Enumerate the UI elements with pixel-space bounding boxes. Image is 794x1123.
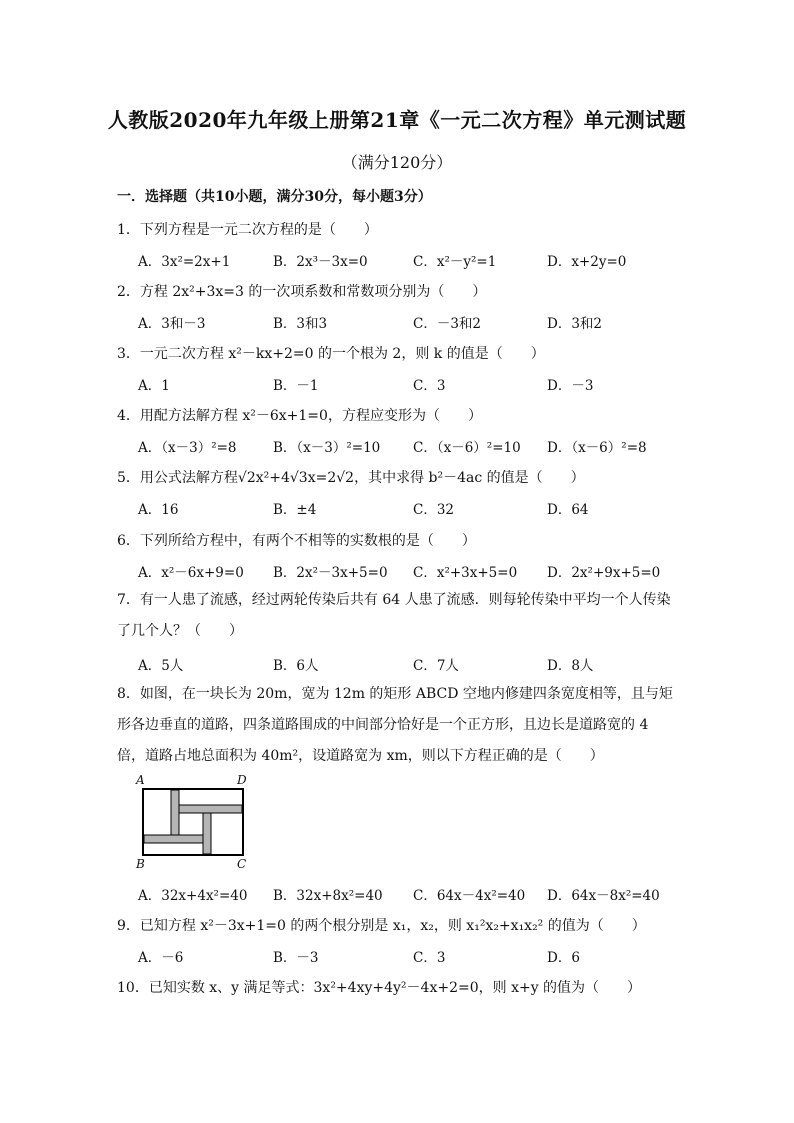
q1-option-d[interactable]: D．x+2y=0: [547, 254, 627, 270]
road-horizontal-bottom: [144, 835, 203, 843]
q7-option-c[interactable]: C．7人: [413, 658, 459, 674]
question-6: 6．下列所给方程中，有两个不相等的实数根的是（ ）: [117, 533, 476, 549]
q4-option-b[interactable]: B．（x－3）²=10: [273, 440, 381, 456]
q2-option-a[interactable]: A．3和－3: [138, 316, 206, 332]
road-vertical-left: [171, 790, 179, 835]
question-5: 5．用公式法解方程√2x²+4√3x=2√2，其中求得 b²－4ac 的值是（ ）: [117, 470, 585, 486]
vertex-label-a: A: [136, 773, 145, 787]
q2-option-d[interactable]: D．3和2: [547, 316, 603, 332]
q3-option-a[interactable]: A．1: [138, 378, 170, 394]
q6-option-a[interactable]: A．x²－6x+9=0: [138, 565, 244, 581]
vertex-label-b: B: [136, 857, 145, 871]
q3-option-b[interactable]: B．－1: [273, 378, 319, 394]
q7-option-d[interactable]: D．8人: [547, 658, 594, 674]
q4-option-c[interactable]: C．（x－6）²=10: [413, 440, 521, 456]
q2-option-c[interactable]: C．－3和2: [413, 316, 482, 332]
question-9: 9．已知方程 x²－3x+1=0 的两个根分别是 x₁，x₂，则 x₁²x₂+x₁x₂² 的值为（ ）: [117, 918, 646, 934]
q5-option-d[interactable]: D．64: [547, 502, 589, 518]
q1-option-a[interactable]: A．3x²=2x+1: [138, 254, 231, 270]
q6-option-c[interactable]: C．x²+3x+5=0: [413, 565, 518, 581]
document-title: 人教版2020年九年级上册第21章《一元二次方程》单元测试题: [107, 108, 687, 132]
q5-option-b[interactable]: B．±4: [273, 502, 317, 518]
question-4: 4．用配方法解方程 x²－6x+1=0，方程应变形为（ ）: [117, 408, 482, 424]
question-3: 3．一元二次方程 x²－kx+2=0 的一个根为 2，则 k 的值是（ ）: [117, 346, 545, 362]
question-2: 2．方程 2x²+3x=3 的一次项系数和常数项分别为（ ）: [117, 284, 487, 300]
q7-option-a[interactable]: A．5人: [138, 658, 184, 674]
vertex-label-c: C: [237, 857, 247, 871]
q8-option-b[interactable]: B．32x+8x²=40: [273, 888, 383, 904]
score-note: （满分120分）: [341, 153, 453, 172]
q3-option-d[interactable]: D．－3: [547, 378, 594, 394]
q4-option-a[interactable]: A．（x－3）²=8: [138, 440, 237, 456]
q1-option-c[interactable]: C．x²－y²=1: [413, 254, 497, 270]
road-horizontal-top: [179, 805, 242, 813]
q2-option-b[interactable]: B．3和3: [273, 316, 328, 332]
question-1: 1．下列方程是一元二次方程的是（ ）: [117, 222, 378, 238]
question-8: 8．如图，在一块长为 20m，宽为 12m 的矩形 ABCD 空地内修建四条宽度相等，且与矩形各边垂直的道路，四条道路围成的中间部分恰好是一个正方形，且边长是道路宽的 4 倍，道路占地总面积为 40m²，设道路宽为 xm，则以下方程正确的是（ ）: [117, 686, 673, 764]
q8-option-c[interactable]: C．64x－4x²=40: [413, 888, 526, 904]
q3-option-c[interactable]: C．3: [413, 378, 446, 394]
q6-option-b[interactable]: B．2x²－3x+5=0: [273, 565, 388, 581]
q8-option-d[interactable]: D．64x－8x²=40: [547, 888, 660, 904]
q5-option-c[interactable]: C．32: [413, 502, 455, 518]
question-10: 10．已知实数 x、y 满足等式：3x²+4xy+4y²－4x+2=0，则 x+y 的值为（ ）: [117, 980, 642, 996]
vertex-label-d: D: [237, 773, 247, 787]
q9-option-a[interactable]: A．－6: [138, 950, 184, 966]
q1-option-b[interactable]: B．2x³－3x=0: [273, 254, 368, 270]
q4-option-d[interactable]: D．（x－6）²=8: [547, 440, 647, 456]
q9-option-b[interactable]: B．－3: [273, 950, 319, 966]
section-heading: 一．选择题（共10小题，满分30分，每小题3分）: [117, 189, 432, 205]
q7-option-b[interactable]: B．6人: [273, 658, 319, 674]
q9-option-c[interactable]: C．3: [413, 950, 446, 966]
rectangle-diagram: [141, 787, 261, 867]
q9-option-d[interactable]: D．6: [547, 950, 580, 966]
q6-option-d[interactable]: D．2x²+9x+5=0: [547, 565, 661, 581]
q5-option-a[interactable]: A．16: [138, 502, 179, 518]
road-vertical-right: [203, 813, 211, 854]
question-7: 7．有一人患了流感，经过两轮传染后共有 64 人患了流感．则每轮传染中平均一个人传染了几个人？（ ）: [117, 592, 671, 639]
rectangle-abcd: [143, 789, 243, 855]
q8-option-a[interactable]: A．32x+4x²=40: [138, 888, 248, 904]
